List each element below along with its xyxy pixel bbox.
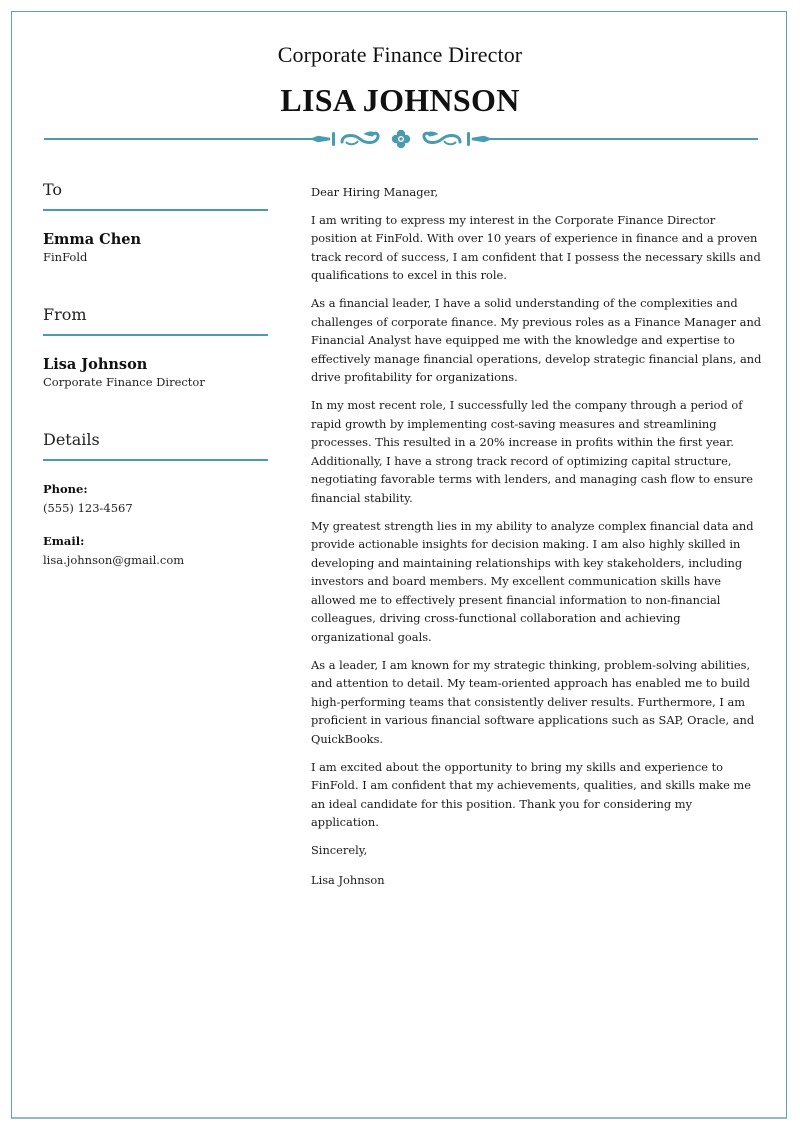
sidebar (43, 180, 268, 610)
letter-paragraph: In my most recent role, I successfully led the company through a period of rapid growth by implementing cost-saving measures and streamlining processes. This resulted in a 20% increase in profits within the first year. Additionally, I have a strong track record of optimizing capital structure, negotiating favorable terms with lenders, and managing cash flow to ensure financial stability. (311, 397, 754, 505)
header-rule-right (490, 138, 758, 140)
letter-paragraph: As a financial leader, I have a solid understanding of the complexities and challenges of corporate finance. My previous roles as a Finance Manager and Financial Analyst have equipped me with the knowledge and expertise to effectively manage financial operations, develop strategic financial plans, and drive profitability for organizations. (311, 295, 762, 385)
recipient-name: Emma Chen (43, 231, 142, 248)
letter-paragraph: As a leader, I am known for my strategic thinking, problem-solving abilities, and attention to detail. My team-oriented approach has enabled me to build high-performing teams that consistently deliver results. Furthermore, I am proficient in various financial software applications such as SAP, Oracle, and QuickBooks. (311, 657, 755, 747)
email-value: lisa.johnson@gmail.com (43, 553, 185, 567)
section-heading-details: Details (43, 430, 268, 461)
recipient-company: FinFold (43, 250, 88, 264)
letter-paragraph: I am writing to express my interest in the Corporate Finance Director position at FinFold. With over 10 years of experience in finance and a proven track record of success, I am confident that I possess the necessary skills and qualifications to excel in this role. (311, 212, 761, 283)
details-section (43, 430, 268, 568)
flourish-divider-icon (308, 126, 494, 152)
header-rule-left (44, 138, 312, 140)
letter-closing: Sincerely, (311, 843, 368, 857)
letter-body (311, 183, 763, 898)
letter-greeting: Dear Hiring Manager, (311, 185, 439, 199)
letter-signature: Lisa Johnson (311, 872, 385, 887)
letter-paragraph: I am excited about the opportunity to bring my skills and experience to FinFold. I am confident that my achievements, qualities, and skills make me an ideal candidate for this position. Thank you for considering my application. (311, 759, 751, 830)
job-title: Corporate Finance Director (277, 42, 523, 67)
sender-name: Lisa Johnson (43, 356, 148, 373)
recipient-section (43, 180, 268, 265)
phone-value: (555) 123-4567 (43, 501, 133, 515)
sender-section (43, 305, 268, 390)
section-heading-from: From (43, 305, 268, 336)
sender-title: Corporate Finance Director (43, 375, 205, 389)
phone-label: Phone: (43, 482, 88, 496)
letter-paragraph: My greatest strength lies in my ability to analyze complex financial data and provide actionable insights for decision making. I am also highly skilled in developing and maintaining relationships with key stakeholders, including investors and board members. My excellent communication skills have allowed me to effectively present financial information to non-financial colleagues, driving cross-functional collaboration and achieving organizational goals. (311, 518, 754, 645)
email-label: Email: (43, 534, 85, 548)
applicant-name: LISA JOHNSON (280, 82, 520, 118)
section-heading-to: To (43, 180, 268, 211)
